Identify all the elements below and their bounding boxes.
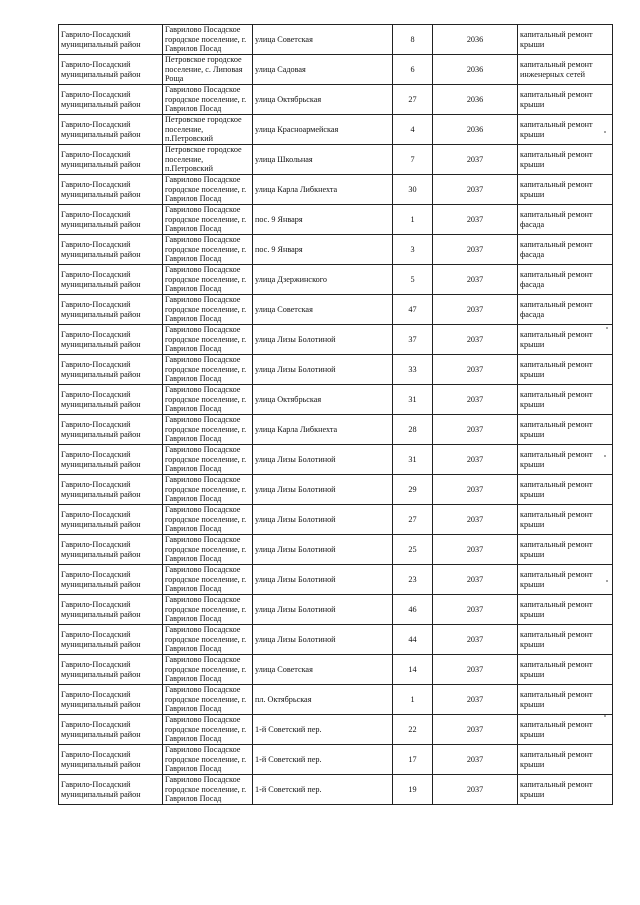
settlement-cell: Гаврилово Посадское городское поселение, г. Гаврилов Посад [163,445,253,475]
settlement-cell: Гаврилово Посадское городское поселение, г. Гаврилов Посад [163,685,253,715]
work-type-cell: капитальный ремонт фасада [518,265,613,295]
settlement-cell: Гаврилово Посадское городское поселение, г. Гаврилов Посад [163,355,253,385]
street-cell: улица Лизы Болотиной [253,445,393,475]
municipality-cell: Гаврило-Посадский муниципальный район [59,205,163,235]
house-number-cell: 22 [393,715,433,745]
street-cell: улица Лизы Болотиной [253,595,393,625]
table-row [59,505,613,535]
street-cell: пос. 9 Января [253,205,393,235]
house-number-cell: 19 [393,775,433,805]
municipality-cell: Гаврило-Посадский муниципальный район [59,265,163,295]
settlement-cell: Гаврилово Посадское городское поселение, г. Гаврилов Посад [163,25,253,55]
table-row [59,535,613,565]
table-row [59,775,613,805]
table-row [59,85,613,115]
settlement-cell: Гаврилово Посадское городское поселение, г. Гаврилов Посад [163,565,253,595]
street-cell: 1-й Советский пер. [253,745,393,775]
year-cell: 2037 [433,415,518,445]
work-type-cell: капитальный ремонт фасада [518,235,613,265]
settlement-cell: Гаврилово Посадское городское поселение, г. Гаврилов Посад [163,325,253,355]
house-number-cell: 44 [393,625,433,655]
municipality-cell: Гаврило-Посадский муниципальный район [59,295,163,325]
work-type-cell: капитальный ремонт крыши [518,775,613,805]
table-row [59,355,613,385]
work-type-cell: капитальный ремонт крыши [518,685,613,715]
house-number-cell: 28 [393,415,433,445]
work-type-cell: капитальный ремонт крыши [518,625,613,655]
table-row [59,25,613,55]
settlement-cell: Петровское городское поселение, п.Петровский [163,145,253,175]
municipality-cell: Гаврило-Посадский муниципальный район [59,355,163,385]
year-cell: 2037 [433,775,518,805]
table-row [59,385,613,415]
year-cell: 2037 [433,355,518,385]
year-cell: 2037 [433,595,518,625]
house-number-cell: 6 [393,55,433,85]
table-body [59,25,613,805]
table-row [59,55,613,85]
street-cell: улица Советская [253,295,393,325]
table-row [59,325,613,355]
house-number-cell: 27 [393,505,433,535]
work-type-cell: капитальный ремонт фасада [518,205,613,235]
work-type-cell: капитальный ремонт крыши [518,415,613,445]
work-type-cell: капитальный ремонт крыши [518,535,613,565]
table-row [59,625,613,655]
work-type-cell: капитальный ремонт крыши [518,25,613,55]
municipality-cell: Гаврило-Посадский муниципальный район [59,595,163,625]
street-cell: улица Советская [253,655,393,685]
street-cell: улица Лизы Болотиной [253,565,393,595]
house-number-cell: 31 [393,445,433,475]
work-type-cell: капитальный ремонт крыши [518,655,613,685]
municipality-cell: Гаврило-Посадский муниципальный район [59,505,163,535]
work-type-cell: капитальный ремонт крыши [518,715,613,745]
table-row [59,565,613,595]
year-cell: 2037 [433,385,518,415]
house-number-cell: 33 [393,355,433,385]
year-cell: 2037 [433,265,518,295]
year-cell: 2037 [433,655,518,685]
year-cell: 2037 [433,235,518,265]
street-cell: улица Карла Либкнехта [253,415,393,445]
settlement-cell: Гаврилово Посадское городское поселение, г. Гаврилов Посад [163,775,253,805]
street-cell: улица Карла Либкнехта [253,175,393,205]
year-cell: 2037 [433,685,518,715]
settlement-cell: Гаврилово Посадское городское поселение, г. Гаврилов Посад [163,535,253,565]
year-cell: 2037 [433,475,518,505]
municipality-cell: Гаврило-Посадский муниципальный район [59,445,163,475]
street-cell: 1-й Советский пер. [253,775,393,805]
settlement-cell: Гаврилово Посадское городское поселение, г. Гаврилов Посад [163,85,253,115]
street-cell: улица Лизы Болотиной [253,625,393,655]
table-row [59,115,613,145]
municipality-cell: Гаврило-Посадский муниципальный район [59,655,163,685]
street-cell: улица Лизы Болотиной [253,475,393,505]
scan-speck [604,715,606,717]
house-number-cell: 46 [393,595,433,625]
table-row [59,175,613,205]
municipality-cell: Гаврило-Посадский муниципальный район [59,535,163,565]
house-number-cell: 37 [393,325,433,355]
year-cell: 2036 [433,25,518,55]
street-cell: улица Садовая [253,55,393,85]
document-page [58,24,612,805]
street-cell: улица Лизы Болотиной [253,505,393,535]
settlement-cell: Гаврилово Посадское городское поселение, г. Гаврилов Посад [163,265,253,295]
year-cell: 2036 [433,85,518,115]
year-cell: 2037 [433,205,518,235]
year-cell: 2037 [433,145,518,175]
work-type-cell: капитальный ремонт крыши [518,355,613,385]
street-cell: пос. 9 Января [253,235,393,265]
settlement-cell: Гаврилово Посадское городское поселение, г. Гаврилов Посад [163,475,253,505]
settlement-cell: Гаврилово Посадское городское поселение, г. Гаврилов Посад [163,595,253,625]
year-cell: 2037 [433,295,518,325]
settlement-cell: Гаврилово Посадское городское поселение, г. Гаврилов Посад [163,205,253,235]
street-cell: улица Советская [253,25,393,55]
house-number-cell: 1 [393,205,433,235]
settlement-cell: Гаврилово Посадское городское поселение, г. Гаврилов Посад [163,745,253,775]
work-type-cell: капитальный ремонт крыши [518,85,613,115]
work-type-cell: капитальный ремонт крыши [518,595,613,625]
street-cell: 1-й Советский пер. [253,715,393,745]
year-cell: 2037 [433,175,518,205]
settlement-cell: Гаврилово Посадское городское поселение, г. Гаврилов Посад [163,235,253,265]
table-row [59,235,613,265]
municipality-cell: Гаврило-Посадский муниципальный район [59,745,163,775]
table-row [59,655,613,685]
year-cell: 2037 [433,625,518,655]
municipality-cell: Гаврило-Посадский муниципальный район [59,235,163,265]
street-cell: улица Лизы Болотиной [253,325,393,355]
work-type-cell: капитальный ремонт крыши [518,745,613,775]
municipality-cell: Гаврило-Посадский муниципальный район [59,85,163,115]
street-cell: улица Лизы Болотиной [253,355,393,385]
scan-speck [604,131,606,133]
street-cell: улица Красноармейская [253,115,393,145]
table-row [59,265,613,295]
work-type-cell: капитальный ремонт крыши [518,565,613,595]
settlement-cell: Гаврилово Посадское городское поселение, г. Гаврилов Посад [163,175,253,205]
year-cell: 2037 [433,445,518,475]
street-cell: улица Октябрьская [253,85,393,115]
municipality-cell: Гаврило-Посадский муниципальный район [59,685,163,715]
house-number-cell: 30 [393,175,433,205]
municipality-cell: Гаврило-Посадский муниципальный район [59,775,163,805]
settlement-cell: Петровское городское поселение, с. Липовая Роща [163,55,253,85]
scan-speck [604,455,606,457]
settlement-cell: Гаврилово Посадское городское поселение, г. Гаврилов Посад [163,505,253,535]
street-cell: улица Октябрьская [253,385,393,415]
year-cell: 2037 [433,325,518,355]
municipality-cell: Гаврило-Посадский муниципальный район [59,565,163,595]
table-row [59,685,613,715]
settlement-cell: Гаврилово Посадское городское поселение, г. Гаврилов Посад [163,625,253,655]
scan-speck [606,580,608,582]
scan-speck [606,327,608,329]
house-number-cell: 5 [393,265,433,295]
year-cell: 2037 [433,505,518,535]
municipality-cell: Гаврило-Посадский муниципальный район [59,475,163,505]
municipality-cell: Гаврило-Посадский муниципальный район [59,115,163,145]
work-type-cell: капитальный ремонт крыши [518,445,613,475]
municipality-cell: Гаврило-Посадский муниципальный район [59,625,163,655]
work-type-cell: капитальный ремонт крыши [518,115,613,145]
year-cell: 2037 [433,745,518,775]
settlement-cell: Гаврилово Посадское городское поселение, г. Гаврилов Посад [163,715,253,745]
house-number-cell: 4 [393,115,433,145]
house-number-cell: 25 [393,535,433,565]
house-number-cell: 47 [393,295,433,325]
settlement-cell: Гаврилово Посадское городское поселение, г. Гаврилов Посад [163,385,253,415]
work-type-cell: капитальный ремонт крыши [518,325,613,355]
work-type-cell: капитальный ремонт крыши [518,475,613,505]
house-number-cell: 8 [393,25,433,55]
street-cell: пл. Октябрьская [253,685,393,715]
work-type-cell: капитальный ремонт крыши [518,385,613,415]
table-row [59,205,613,235]
settlement-cell: Гаврилово Посадское городское поселение, г. Гаврилов Посад [163,295,253,325]
settlement-cell: Гаврилово Посадское городское поселение, г. Гаврилов Посад [163,415,253,445]
table-row [59,145,613,175]
street-cell: улица Школьная [253,145,393,175]
table-row [59,415,613,445]
settlement-cell: Гаврилово Посадское городское поселение, г. Гаврилов Посад [163,655,253,685]
work-type-cell: капитальный ремонт крыши [518,175,613,205]
work-type-cell: капитальный ремонт инженерных сетей [518,55,613,85]
municipality-cell: Гаврило-Посадский муниципальный район [59,715,163,745]
repair-schedule-table [58,24,613,805]
settlement-cell: Петровское городское поселение, п.Петровский [163,115,253,145]
municipality-cell: Гаврило-Посадский муниципальный район [59,325,163,355]
table-row [59,595,613,625]
house-number-cell: 31 [393,385,433,415]
house-number-cell: 14 [393,655,433,685]
house-number-cell: 27 [393,85,433,115]
year-cell: 2037 [433,565,518,595]
work-type-cell: капитальный ремонт крыши [518,505,613,535]
year-cell: 2036 [433,55,518,85]
work-type-cell: капитальный ремонт фасада [518,295,613,325]
street-cell: улица Лизы Болотиной [253,535,393,565]
table-row [59,445,613,475]
municipality-cell: Гаврило-Посадский муниципальный район [59,145,163,175]
year-cell: 2037 [433,715,518,745]
house-number-cell: 17 [393,745,433,775]
house-number-cell: 23 [393,565,433,595]
municipality-cell: Гаврило-Посадский муниципальный район [59,55,163,85]
table-row [59,475,613,505]
municipality-cell: Гаврило-Посадский муниципальный район [59,385,163,415]
municipality-cell: Гаврило-Посадский муниципальный район [59,175,163,205]
house-number-cell: 7 [393,145,433,175]
table-row [59,715,613,745]
table-row [59,745,613,775]
house-number-cell: 3 [393,235,433,265]
municipality-cell: Гаврило-Посадский муниципальный район [59,415,163,445]
work-type-cell: капитальный ремонт крыши [518,145,613,175]
year-cell: 2036 [433,115,518,145]
house-number-cell: 29 [393,475,433,505]
year-cell: 2037 [433,535,518,565]
house-number-cell: 1 [393,685,433,715]
street-cell: улица Дзержинского [253,265,393,295]
table-row [59,295,613,325]
municipality-cell: Гаврило-Посадский муниципальный район [59,25,163,55]
